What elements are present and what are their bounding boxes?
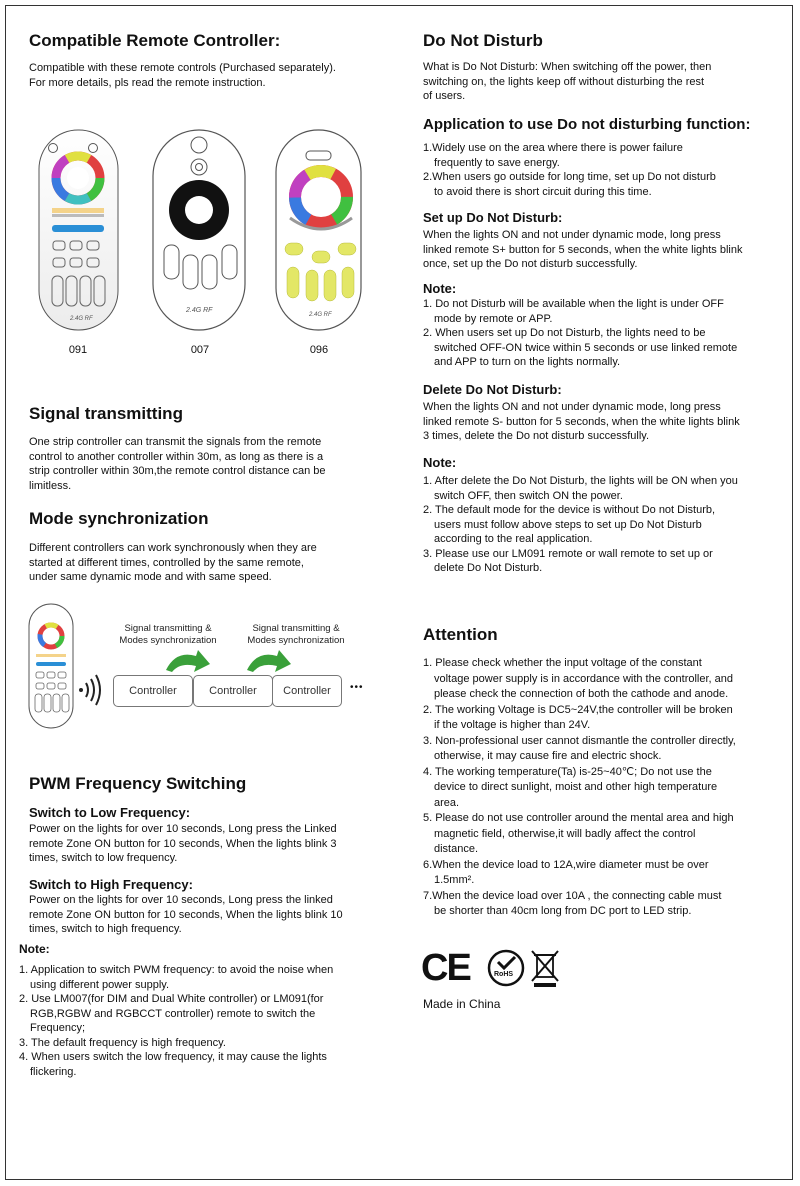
pwm-section-title: PWM Frequency Switching bbox=[29, 774, 247, 793]
remote-model-label: 007 bbox=[190, 344, 210, 356]
list-item: 4. When users switch the low frequency, it may cause the lights flickering. bbox=[19, 1051, 327, 1078]
dnd-section-title: Do Not Disturb bbox=[423, 31, 543, 50]
pwm-note-list bbox=[19, 963, 379, 1079]
dnd-setup-title: Set up Do Not Disturb: bbox=[423, 210, 563, 225]
list-item: 3. Please use our LM091 remote or wall remote to set up or delete Do Not Disturb. bbox=[423, 547, 713, 574]
list-item: 5. Please do not use controller around the mental area and high magnetic field, otherwise,it will badly affect the control distance. bbox=[423, 812, 734, 855]
dnd-application-list bbox=[423, 141, 773, 199]
ellipsis: ••• bbox=[350, 682, 364, 693]
made-in-label: Made in China bbox=[423, 997, 501, 1011]
svg-text:2.4G RF: 2.4G RF bbox=[186, 307, 213, 314]
controller-box: Controller bbox=[272, 675, 342, 707]
list-item: 2. When users set up Do not Disturb, the lights need to be switched OFF-ON twice within 5 seconds or use linked remote and APP to turn on the lights normally. bbox=[423, 327, 738, 368]
dnd-note1-list bbox=[423, 297, 773, 370]
svg-text:2.4G RF: 2.4G RF bbox=[70, 316, 93, 322]
dnd-note1-title: Note: bbox=[423, 281, 457, 296]
rohs-icon bbox=[486, 948, 526, 988]
dnd-note2-list bbox=[423, 474, 773, 576]
sync-caption: Signal transmitting & Modes synchronization bbox=[247, 623, 345, 646]
controller-box: Controller bbox=[113, 675, 193, 707]
list-item: 1. After delete the Do Not Disturb, the lights will be ON when you switch OFF, then switch ON the power. bbox=[423, 475, 738, 502]
list-item: 2.When users go outside for long time, set up Do not disturb to avoid there is short circuit during this time. bbox=[423, 171, 716, 198]
list-item: 2. Use LM007(for DIM and Dual White controller) or LM091(for RGB,RGBW and RGBCCT controller) remote to switch the Frequency; bbox=[19, 993, 324, 1034]
remote-intro: Compatible with these remote controls (Purchased separately). For more details, pls read the remote instruction. bbox=[29, 62, 336, 89]
green-arrow-icon bbox=[166, 650, 291, 672]
rohs-label: RoHS bbox=[494, 971, 514, 978]
pwm-high-title: Switch to High Frequency: bbox=[29, 877, 193, 892]
pwm-low-text: Power on the lights for over 10 seconds, Long press the Linked remote Zone ON button for 10 seconds, When the lights blink 3 times, switch to low frequency. bbox=[29, 823, 337, 864]
dnd-text: What is Do Not Disturb: When switching off the power, then switching on, the lights keep off without disturbing the rest of users. bbox=[423, 61, 712, 102]
list-item: 6.When the device load to 12A,wire diameter must be over 1.5mm². bbox=[423, 858, 709, 886]
remote-section-title: Compatible Remote Controller: bbox=[29, 31, 281, 50]
sync-caption: Signal transmitting & Modes synchronization bbox=[119, 623, 217, 646]
dnd-setup-text: When the lights ON and not under dynamic mode, long press linked remote S+ button for 5 seconds, when the white lights blink once, set up the Do not disturb successfully. bbox=[423, 229, 743, 270]
list-item: 2. The working Voltage is DC5~24V,the controller will be broken if the voltage is higher than 24V. bbox=[423, 703, 733, 731]
remote-model-label: 091 bbox=[68, 344, 88, 356]
dnd-delete-text: When the lights ON and not under dynamic mode, long press linked remote S- button for 5 seconds, when the white lights blink 3 times, delete the Do not disturb successfully. bbox=[423, 401, 740, 442]
remote-model-label: 096 bbox=[309, 344, 329, 356]
list-item: 7.When the device load over 10A , the connecting cable must be shorter than 40cm long from DC port to LED strip. bbox=[423, 889, 722, 917]
wireless-signal-icon bbox=[79, 675, 100, 705]
ce-mark-icon: CE bbox=[421, 947, 470, 989]
signal-section-title: Signal transmitting bbox=[29, 404, 183, 423]
list-item: 1.Widely use on the area where there is power failure frequently to save energy. bbox=[423, 142, 683, 169]
list-item: 2. The default mode for the device is without Do not Disturb, users must follow above steps to set up Do Not Disturb according to the real application. bbox=[423, 504, 716, 545]
mode-sync-section-title: Mode synchronization bbox=[29, 509, 209, 528]
pwm-high-text: Power on the lights for over 10 seconds, Long press the linked remote Zone ON button for 10 seconds, When the lights blink 10 times, switch to high frequency. bbox=[29, 894, 343, 935]
dnd-delete-title: Delete Do Not Disturb: bbox=[423, 382, 562, 397]
list-item: 1. Do not Disturb will be available when the light is under OFF mode by remote or APP. bbox=[423, 298, 724, 325]
list-item: 3. Non-professional user cannot dismantle the controller directly, otherwise, it may cause fire and electric shock. bbox=[423, 734, 736, 762]
signal-text: One strip controller can transmit the signals from the remote control to another controller within 30m, as long as there is a strip controller within 30m,the remote control distance can be limitless. bbox=[29, 436, 326, 492]
pwm-low-title: Switch to Low Frequency: bbox=[29, 805, 191, 820]
list-item: 1. Please check whether the input voltage of the constant voltage power supply is in accordance with the controller, and please check the connection of both the cathode and anode. bbox=[423, 657, 734, 700]
small-remote-icon bbox=[29, 604, 73, 728]
dnd-note2-title: Note: bbox=[423, 455, 457, 470]
dnd-application-title: Application to use Do not disturbing function: bbox=[423, 116, 751, 133]
list-item: 3. The default frequency is high frequency. bbox=[19, 1036, 226, 1049]
mode-sync-text: Different controllers can work synchronously when they are started at different times, controlled by the same remote, under same dynamic mode and with same speed. bbox=[29, 542, 317, 583]
attention-section-title: Attention bbox=[423, 625, 498, 644]
svg-text:2.4G RF: 2.4G RF bbox=[309, 312, 332, 318]
list-item: 4. The working temperature(Ta) is-25~40℃; Do not use the device to direct sunlight, moist and other high temperature area. bbox=[423, 765, 718, 809]
weee-bin-icon bbox=[529, 949, 561, 989]
list-item: 1. Application to switch PWM frequency: to avoid the noise when using different power supply. bbox=[19, 964, 334, 991]
pwm-note-title: Note: bbox=[19, 942, 50, 956]
attention-list bbox=[423, 656, 768, 920]
controller-box: Controller bbox=[193, 675, 273, 707]
